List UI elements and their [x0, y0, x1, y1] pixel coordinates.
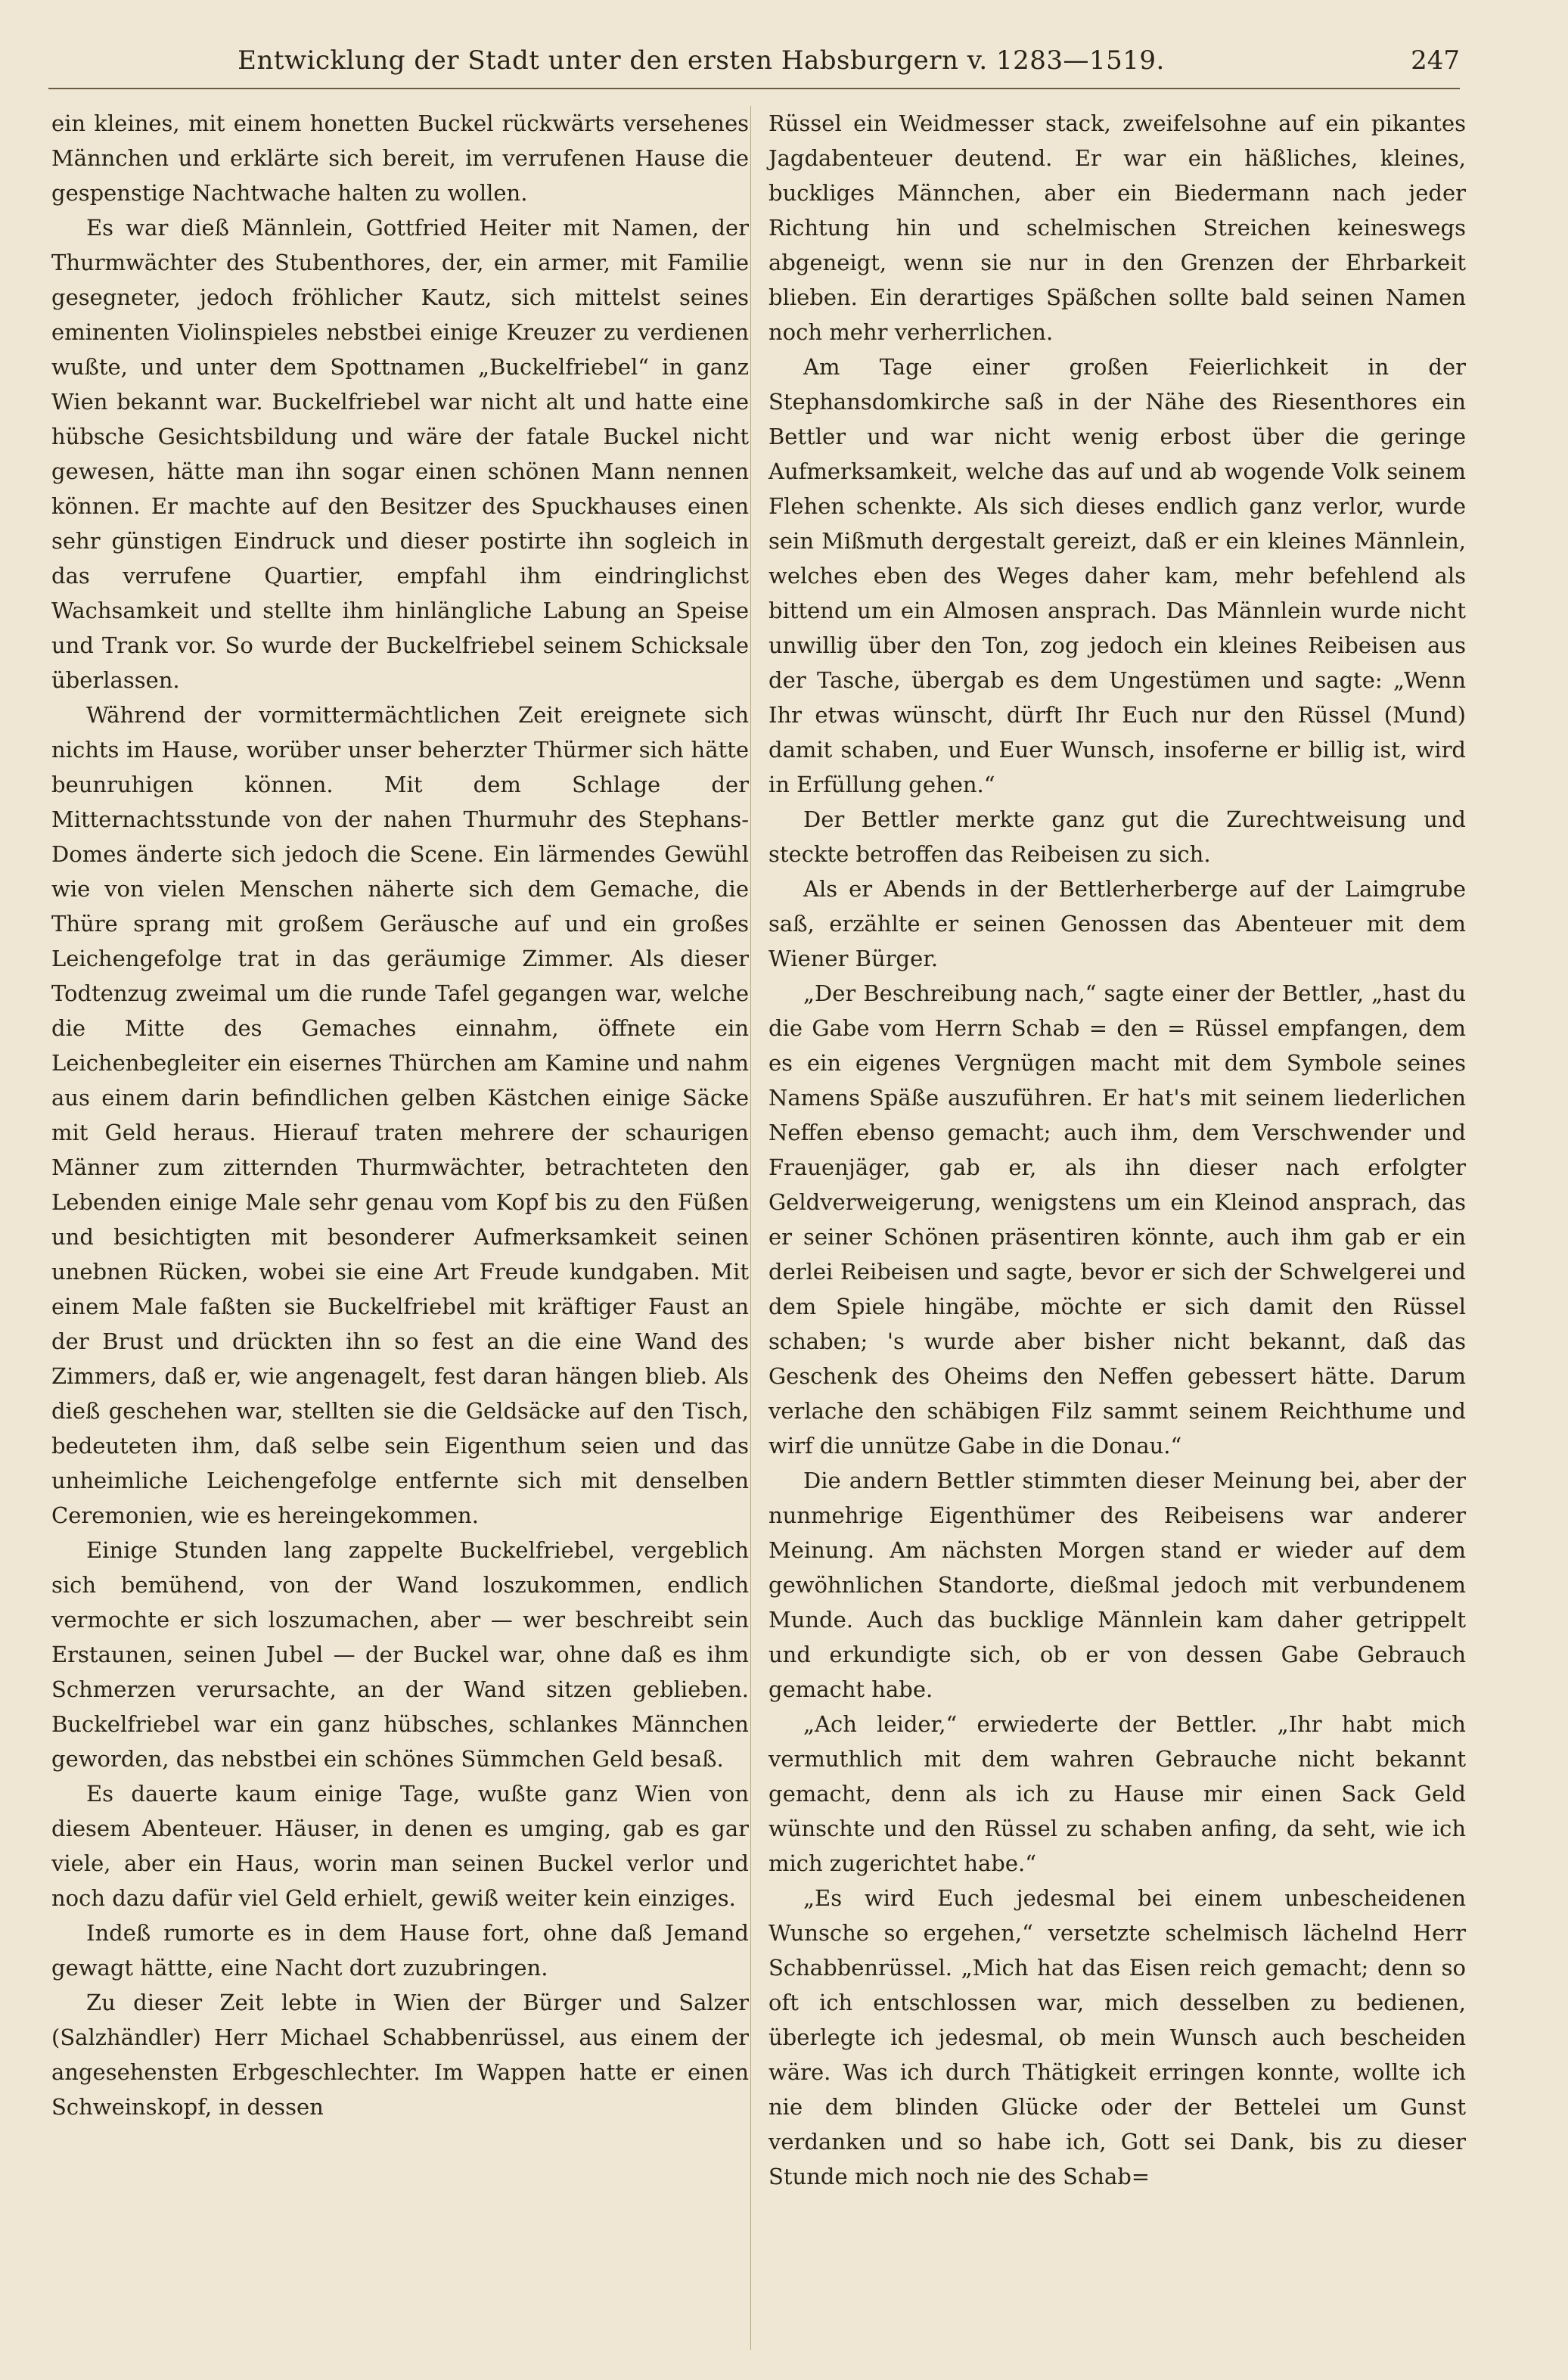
paragraph: Als er Abends in der Bettlerherberge auf der Laimgrube saß, erzählte er seinen Genossen das Abenteuer mit dem Wiener Bürger.	[768, 876, 1466, 971]
header-rule	[48, 88, 1460, 89]
paragraph: Einige Stunden lang zappelte Buckelfriebel, vergeblich sich bemühend, von der Wand loszukommen, endlich vermochte er sich loszumachen, aber — wer beschreibt sein Erstaunen, seinen Jubel — der Buckel war, ohne daß es ihm Schmerzen verursachte, an der Wand sitzen geblieben. Buckelfriebel war ein ganz hübsches, schlankes Männchen geworden, das nebstbei ein schönes Sümmchen Geld besaß.	[51, 1537, 749, 1772]
paragraph: Die andern Bettler stimmten dieser Meinung bei, aber der nunmehrige Eigenthümer des Reibeisens war anderer Meinung. Am nächsten Morgen stand er wieder auf dem gewöhnlichen Standorte, dießmal jedoch mit verbundenem Munde. Auch das bucklige Männlein kam daher getrippelt und erkundigte sich, ob er von dessen Gabe Gebrauch gemacht habe.	[768, 1468, 1466, 1702]
paragraph: Es dauerte kaum einige Tage, wußte ganz Wien von diesem Abenteuer. Häuser, in denen es umging, gab es gar viele, aber ein Haus, worin man seinen Buckel verlor und noch dazu dafür viel Geld erhielt, gewiß weiter kein einziges.	[51, 1781, 749, 1911]
paragraph: Der Bettler merkte ganz gut die Zurechtweisung und steckte betroffen das Reibeisen zu sich.	[768, 806, 1466, 867]
right-column	[768, 106, 1466, 2350]
paragraph: Zu dieser Zeit lebte in Wien der Bürger und Salzer (Salzhändler) Herr Michael Schabbenrüssel, aus einem der angesehensten Erbgeschlechter. Im Wappen hatte er einen Schweinskopf, in dessen	[51, 1990, 749, 2120]
running-title: Entwicklung der Stadt unter den ersten Habsburgern v. 1283—1519.	[238, 45, 1165, 76]
paragraph: Indeß rumorte es in dem Hause fort, ohne daß Jemand gewagt hättte, eine Nacht dort zuzubringen.	[51, 1920, 749, 1981]
paragraph: „Der Beschreibung nach,“ sagte einer der Bettler, „hast du die Gabe vom Herrn Schab = den = Rüssel empfangen, dem es ein eigenes Vergnügen macht mit dem Symbole seines Namens Späße auszuführen. Er hat's mit seinem liederlichen Neffen ebenso gemacht; auch ihm, dem Verschwender und Frauenjäger, gab er, als ihn dieser nach erfolgter Geldverweigerung, wenigstens um ein Kleinod ansprach, das er seiner Schönen präsentiren könnte, auch ihm gab er ein derlei Reibeisen und sagte, bevor er sich der Schwelgerei und dem Spiele hingäbe, möchte er sich damit den Rüssel schaben; 's wurde aber bisher nicht bekannt, daß das Geschenk des Oheims den Neffen gebessert hätte. Darum verlache den schäbigen Filz sammt seinem Reichthume und wirf die unnütze Gabe in die Donau.“	[768, 980, 1466, 1459]
paragraph: Es war dieß Männlein, Gottfried Heiter mit Namen, der Thurmwächter des Stubenthores, der, ein armer, mit Familie gesegneter, jedoch fröhlicher Kautz, sich mittelst seines eminenten Violinspieles nebstbei einige Kreuzer zu verdienen wußte, und unter dem Spottnamen „Buckelfriebel“ in ganz Wien bekannt war. Buckelfriebel war nicht alt und hatte eine hübsche Gesichtsbildung und wäre der fatale Buckel nicht gewesen, hätte man ihn sogar einen schönen Mann nennen können. Er machte auf den Besitzer des Spuckhauses einen sehr günstigen Eindruck und dieser postirte ihn sogleich in das verrufene Quartier, empfahl ihm eindringlichst Wachsamkeit und stellte ihm hinlängliche Labung an Speise und Trank vor. So wurde der Buckelfriebel seinem Schicksale überlassen.	[51, 215, 749, 693]
paragraph: „Ach leider,“ erwiederte der Bettler. „Ihr habt mich vermuthlich mit dem wahren Gebrauche nicht bekannt gemacht, denn als ich zu Hause mir einen Sack Geld wünschte und den Rüssel zu schaben anfing, da seht, wie ich mich zugerichtet habe.“	[768, 1711, 1466, 1876]
paragraph: „Es wird Euch jedesmal bei einem unbescheidenen Wunsche so ergehen,“ versetzte schelmisch lächelnd Herr Schabbenrüssel. „Mich hat das Eisen reich gemacht; denn so oft ich entschlossen war, mich desselben zu bedienen, überlegte ich jedesmal, ob mein Wunsch auch bescheiden wäre. Was ich durch Thätigkeit erringen konnte, wollte ich nie dem blinden Glücke oder der Bettelei um Gunst verdanken und so habe ich, Gott sei Dank, bis zu dieser Stunde mich noch nie des Schab=	[768, 1885, 1466, 2189]
paragraph: ein kleines, mit einem honetten Buckel rückwärts versehenes Männchen und erklärte sich bereit, im verrufenen Hause die gespenstige Nachtwache halten zu wollen.	[51, 110, 749, 206]
left-column	[51, 106, 749, 2350]
page-number: 247	[1411, 45, 1460, 76]
paragraph: Während der vormittermächtlichen Zeit ereignete sich nichts im Hause, worüber unser beherzter Thürmer sich hätte beunruhigen können. Mit dem Schlage der Mitternachtsstunde von der nahen Thurmuhr des Stephans-Domes änderte sich jedoch die Scene. Ein lärmendes Gewühl wie von vielen Menschen näherte sich dem Gemache, die Thüre sprang mit großem Geräusche auf und ein großes Leichengefolge trat in das geräumige Zimmer. Als dieser Todtenzug zweimal um die runde Tafel gegangen war, welche die Mitte des Gemaches einnahm, öffnete ein Leichenbegleiter ein eisernes Thürchen am Kamine und nahm aus einem darin befindlichen gelben Kästchen einige Säcke mit Geld heraus. Hierauf traten mehrere der schaurigen Männer zum zitternden Thurmwächter, betrachteten den Lebenden einige Male sehr genau vom Kopf bis zu den Füßen und besichtigten mit besonderer Aufmerksamkeit seinen unebnen Rücken, wobei sie eine Art Freude kundgaben. Mit einem Male faßten sie Buckelfriebel mit kräftiger Faust an der Brust und drückten ihn so fest an die eine Wand des Zimmers, daß er, wie angenagelt, fest daran hängen blieb. Als dieß geschehen war, stellten sie die Geldsäcke auf den Tisch, bedeuteten ihm, daß selbe sein Eigenthum seien und das unheimliche Leichengefolge entfernte sich mit denselben Ceremonien, wie es hereingekommen.	[51, 702, 749, 1528]
paragraph: Am Tage einer großen Feierlichkeit in der Stephansdomkirche saß in der Nähe des Riesenthores ein Bettler und war nicht wenig erbost über die geringe Aufmerksamkeit, welche das auf und ab wogende Volk seinem Flehen schenkte. Als sich dieses endlich ganz verlor, wurde sein Mißmuth dergestalt gereizt, daß er ein kleines Männlein, welches eben des Weges daher kam, mehr befehlend als bittend um ein Almosen ansprach. Das Männlein wurde nicht unwillig über den Ton, zog jedoch ein kleines Reibeisen aus der Tasche, übergab es dem Ungestümen und sagte: „Wenn Ihr etwas wünscht, dürft Ihr Euch nur den Rüssel (Mund) damit schaben, und Euer Wunsch, insoferne er billig ist, wird in Erfüllung gehen.“	[768, 354, 1466, 797]
page-header	[48, 41, 1460, 86]
paragraph: Rüssel ein Weidmesser stack, zweifelsohne auf ein pikantes Jagdabenteuer deutend. Er war ein häßliches, kleines, buckliges Männchen, aber ein Biedermann nach jeder Richtung hin und schelmischen Streichen keineswegs abgeneigt, wenn sie nur in den Grenzen der Ehrbarkeit blieben. Ein derartiges Späßchen sollte bald seinen Namen noch mehr verherrlichen.	[768, 110, 1466, 345]
column-divider	[750, 106, 751, 2350]
